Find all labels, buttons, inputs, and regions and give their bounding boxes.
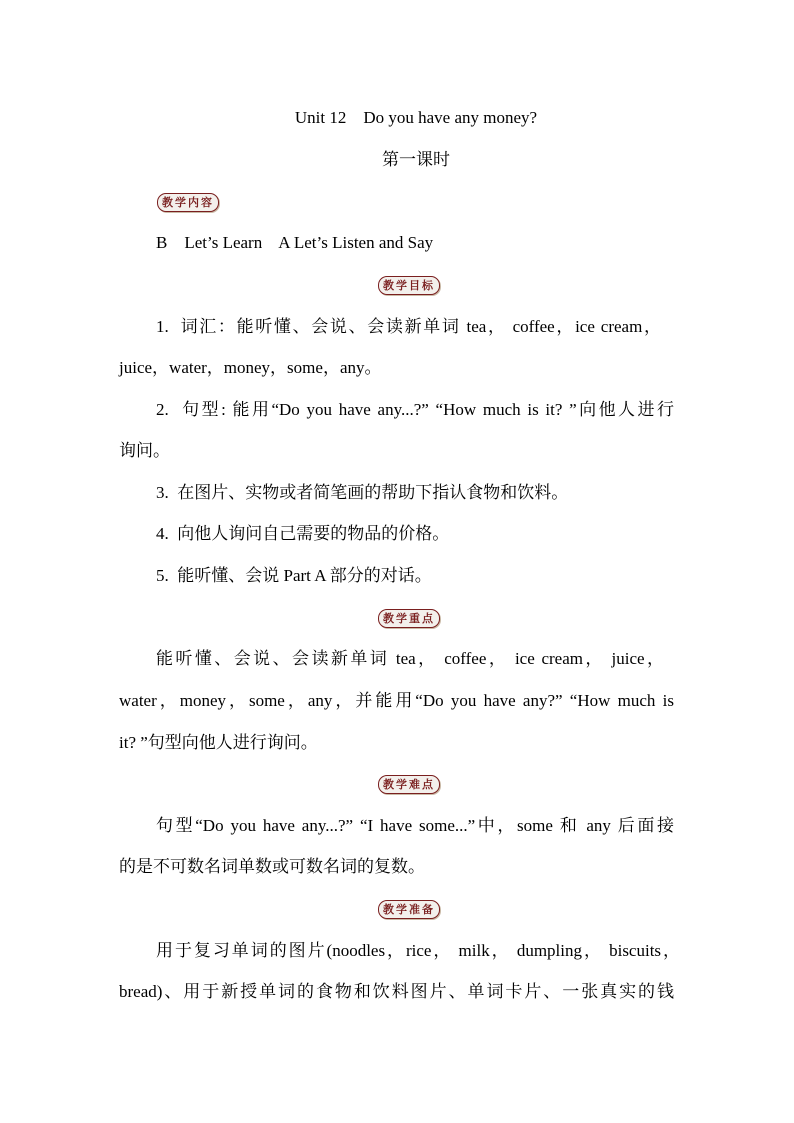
difficult-line: 的是不可数名词单数或可数名词的复数。 xyxy=(119,857,425,876)
section-badge-prep: 教学准备 xyxy=(378,900,440,919)
section-badge-key: 教学重点 xyxy=(378,609,440,628)
key-line: 能听懂、会说、会读新单词 tea， coffee， ice cream， juice， xyxy=(156,649,664,668)
page-title: Unit 12 Do you have any money? xyxy=(294,108,538,127)
section-badge-content: 教学内容 xyxy=(157,193,219,212)
key-line: water，money，some，any，并能用“Do you have any?” “How much is xyxy=(119,691,674,710)
section-badge-goals: 教学目标 xyxy=(378,276,440,295)
goal-line: 2. 句型: 能用“Do you have any...?” “How much is it? ”向他人进行 xyxy=(156,400,674,419)
difficult-line: 句型“Do you have any...?” “I have some...”中，some 和 any 后面接 xyxy=(156,816,674,835)
goal-line: 4. 向他人询问自己需要的物品的价格。 xyxy=(156,524,450,543)
goal-line: 询问。 xyxy=(119,441,170,460)
goal-line: juice，water，money，some，any。 xyxy=(119,358,382,377)
key-line: it? ”句型向他人进行询问。 xyxy=(119,733,318,752)
goal-line: 3. 在图片、实物或者简笔画的帮助下指认食物和饮料。 xyxy=(156,483,569,502)
prep-line: 用于复习单词的图片(noodles，rice， milk， dumpling， biscuits， xyxy=(156,941,680,960)
goal-line: 1. 词汇：能听懂、会说、会读新单词 tea， coffee，ice cream， xyxy=(156,317,661,336)
goal-line: 5. 能听懂、会说 Part A 部分的对话。 xyxy=(156,566,432,585)
lesson-subtitle: 第一课时 xyxy=(382,150,450,169)
section-badge-difficult: 教学难点 xyxy=(378,775,440,794)
prep-line: bread)、用于新授单词的食物和饮料图片、单词卡片、一张真实的钱 xyxy=(119,982,674,1001)
content-text: B Let’s Learn A Let’s Listen and Say xyxy=(156,233,434,252)
